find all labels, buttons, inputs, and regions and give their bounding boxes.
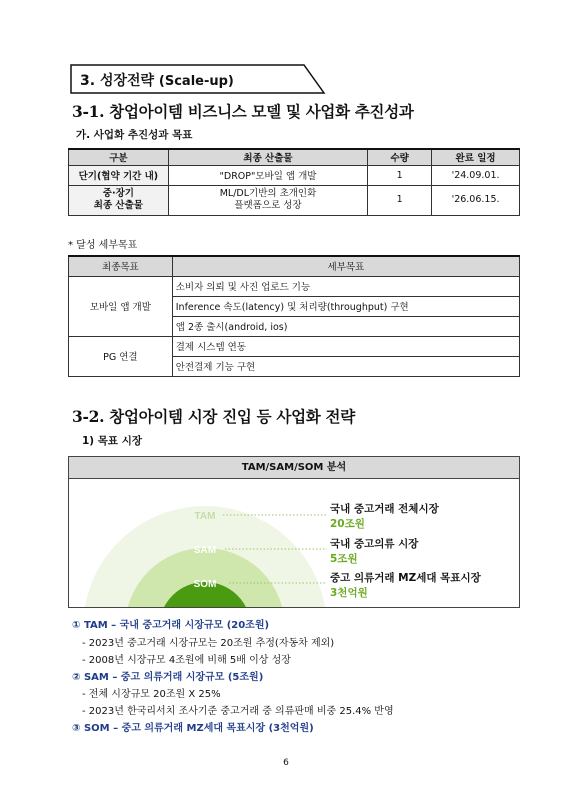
heading-ga: 가. 사업화 추진성과 목표: [76, 129, 193, 141]
sam-value: 5조원: [330, 553, 358, 565]
commercialization-goal-table: [68, 148, 520, 216]
goal-cell: 모바일 앱 개발: [69, 276, 173, 336]
row-output: "DROP"모바일 앱 개발: [168, 165, 368, 185]
heading-target-market: 1) 목표 시장: [82, 435, 142, 447]
som-description-label: 중고 의류거래 MZ세대 목표시장: [330, 572, 481, 584]
heading-3-2: 3-2. 창업아이템 시장 진입 등 사업화 전략: [72, 407, 355, 426]
heading-3-1: 3-1. 창업아이템 비즈니스 모델 및 사업화 추진성과: [72, 102, 414, 121]
tam-label: TAM: [194, 511, 216, 522]
diagram-title: TAM/SAM/SOM 분석: [69, 457, 519, 479]
table-row: [69, 276, 520, 296]
sam-label: SAM: [193, 545, 217, 556]
bullet-item: - 2008년 시장규모 4조원에 비해 5배 이상 성장: [82, 655, 291, 666]
bullet-sam-head: ② SAM – 중고 의류거래 시장규모 (5조원): [72, 672, 264, 683]
som-label: SOM: [193, 579, 217, 590]
header-date: 완료 일정: [432, 149, 520, 165]
row-qty: 1: [368, 185, 432, 215]
row-output-line2: 플랫폼으로 성장: [234, 200, 302, 211]
som-value: 3천억원: [330, 587, 368, 599]
row-date: '24.09.01.: [432, 165, 520, 185]
row-category: [69, 185, 169, 215]
sam-description-label: 국내 중고의류 시장: [330, 538, 419, 550]
bullet-item: - 전체 시장규모 20조원 X 25%: [82, 689, 221, 700]
goal-cell: PG 연결: [69, 336, 173, 376]
table-header-row: [69, 149, 520, 165]
section-header: [70, 64, 324, 94]
detail-goal-table: [68, 255, 520, 377]
som-description: [330, 570, 481, 600]
row-output-line1: ML/DL기반의 초개인화: [219, 188, 317, 199]
page-number: 6: [283, 758, 289, 768]
row-date: '26.06.15.: [432, 185, 520, 215]
header-final-goal: 최종목표: [69, 256, 173, 276]
bullet-tam-head: ① TAM – 국내 중고거래 시장규모 (20조원): [72, 620, 270, 631]
bullet-item: - 2023년 한국리서치 조사기준 중고거래 중 의류판매 비중 25.4% 반영: [82, 706, 394, 717]
table-row: [69, 185, 520, 215]
row-category: 단기(협약 기간 내): [69, 165, 169, 185]
tam-description: [330, 501, 439, 531]
bullet-item: - 2023년 중고거래 시장규모는 20조원 추정(자동차 제외): [82, 638, 335, 649]
table-row: [69, 165, 520, 185]
detail-cell: 안전결제 기능 구현: [172, 356, 519, 376]
section-title: [80, 70, 234, 90]
section-subtitle: (Scale-up): [158, 74, 234, 89]
sam-description: [330, 536, 418, 566]
tam-value: 20조원: [330, 518, 365, 530]
detail-cell: 소비자 의뢰 및 사진 업로드 기능: [172, 276, 519, 296]
row-output: [168, 185, 368, 215]
tam-description-label: 국내 중고거래 전체시장: [330, 503, 439, 515]
detail-cell: 앱 2종 출시(android, ios): [172, 316, 519, 336]
header-detail-goal: 세부목표: [172, 256, 519, 276]
detail-goal-note: * 달성 세부목표: [68, 240, 138, 251]
header-output: 최종 산출물: [168, 149, 368, 165]
header-qty: 수량: [368, 149, 432, 165]
table-row: [69, 336, 520, 356]
section-title-text: 성장전략: [99, 73, 155, 89]
row-category-line1: 중·장기: [102, 188, 134, 199]
row-qty: 1: [368, 165, 432, 185]
section-number: 3.: [80, 73, 96, 89]
bullet-som-head: ③ SOM – 중고 의류거래 MZ세대 목표시장 (3천억원): [72, 723, 314, 734]
detail-cell: Inference 속도(latency) 및 처리량(throughput) 구현: [172, 296, 519, 316]
row-category-line2: 최종 산출물: [93, 200, 143, 211]
detail-cell: 결제 시스템 연동: [172, 336, 519, 356]
header-category: 구분: [69, 149, 169, 165]
table-header-row: [69, 256, 520, 276]
